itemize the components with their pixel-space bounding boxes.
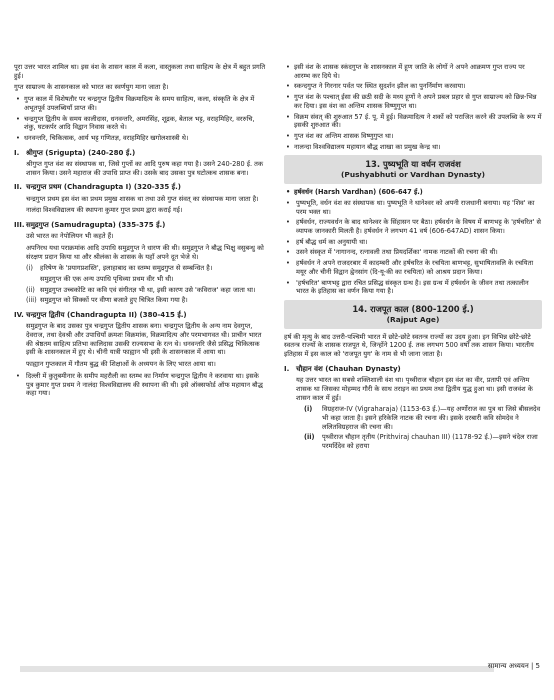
list-item: • विक्रम संवत् की शुरुआत 57 ई. पू. में हुई। विक्रमादित्य ने शकों को पराजित करने की उपलब्धि के रूप में इसकी शुरुआत की। <box>284 113 542 130</box>
chandragupta-1-text: चन्द्रगुप्त प्रथम इस वंश का प्रथम प्रमुख शासक था तथा उसे गुप्त संवत् का संस्थापक माना जाता है। <box>26 194 259 203</box>
section-heading-chauhan: I. चौहान वंश (Chauhan Dynasty) <box>284 364 401 373</box>
list-item: (iii) समुद्रगुप्त को सिक्कों पर वीणा बजाते हुए चित्रित किया गया है। <box>26 296 188 305</box>
list-item: • धनवन्तरि, चिकित्सक, आर्य भट्ट गणितज्ञ, वराहमिहिर खगोलशास्त्री थे। <box>14 134 266 143</box>
list-item: • हर्ष बौद्ध धर्म का अनुयायी था। <box>284 238 542 247</box>
srigupta-text: श्रीगुप्त गुप्त वंश का संस्थापक था, जिसे गुप्तों का आदि पुरुष कहा गया है। उसने 240-280 ई. तक शासन किया। उसने महाराज की उपाधि प्राप्त की। उसके बाद उसका पुत्र घटोत्कच शासक बना। <box>26 159 264 177</box>
page-footer <box>0 662 554 676</box>
golden-age-text: गुप्त साम्राज्य के शासनकाल को भारत का स्वर्णयुग माना जाता है। <box>14 83 169 92</box>
section-heading-chandragupta-2: IV. चन्द्रगुप्त द्वितीय (Chandragupta II) (380-415 ई.) <box>14 311 187 320</box>
footer-label: सामान्य अध्ययन | 5 <box>487 662 540 670</box>
list-item: (ii) समुद्रगुप्त उच्चकोटि का कवि एवं संगीतज्ञ भी था, इसी कारण उसे 'कविराज' कहा जाता था। <box>26 285 256 294</box>
list-item: • चन्द्रगुप्त द्वितीय के समय कालीदास, धनवन्तरि, अमरसिंह, शूद्रक, बेताल भट्ट, वराहमिहिर, वररुचि, शंकु, घटकर्पर आदि विद्वान निवास करते थे। <box>14 115 266 132</box>
list-item: • उसने संस्कृत में 'नागानन्द, रत्नावली तथा प्रियदर्शिका' नामक नाटकों की रचना की थी। <box>284 248 542 257</box>
rajput-text: हर्ष की मृत्यु के बाद उत्तरी-पश्चिमी भारत में छोटे-छोटे स्वतन्त्र राज्यों का उदय हुआ। इन विभिन्न छोटे-छोटे स्वतन्त्र राज्यों के शासक राजपूत थे, जिन्होंने 1200 ई. तक लगभग 500 वर्षों तक शासन किया। भारतीय इतिहास में इस काल को 'राजपूत युग' के नाम से भी जाना जाता है। <box>284 332 534 359</box>
list-item: (i) विग्रहराज-IV (Vigraharaja) (1153-63 ई.)—यह अर्णोराज का पुत्र था जिसे बीसलदेव भी कहा जाता है। इसने हरिकेलि नाटक की रचना की। इसके दरबारी कवि सोमदेव ने ललितविग्रहराज की रचना की। <box>304 405 541 431</box>
section-heading-samudragupta: III. समुद्रगुप्त (Samudragupta) (335-375 ई.) <box>14 220 166 229</box>
samudragupta-subtitle: उसे भारत का नेपोलियन भी कहते हैं। <box>26 232 114 241</box>
fahien-text: फाह्यान गुप्तकाल में गौतम बुद्ध की शिक्षाओं के अध्ययन के लिए भारत आया था। <box>26 360 216 369</box>
list-item: • पुष्यभूति, वर्धन वंश का संस्थापक था। पुष्यभूति ने थानेश्वर को अपनी राजधानी बनाया। यह 'शिव' का परम भक्त था। <box>284 199 542 216</box>
list-item: • हर्षवर्धन, राज्यवर्धन के बाद थानेश्वर के सिंहासन पर बैठा। हर्षवर्धन के विषय में बाणभट्ट के 'हर्षचरित' से व्यापक जानकारी मिलती है। हर्षवर्धन ने लगभग 41 वर्ष (606-647AD) शासन किया। <box>284 218 542 235</box>
left-column <box>14 63 266 400</box>
harshvardhan-heading: • हर्षवर्धन (Harsh Vardhan) (606-647 ई.) <box>284 188 542 197</box>
chauhan-text: यह उत्तर भारत का सबसे शक्तिशाली वंश था। पृथ्वीराज चौहान इस वंश का वीर, प्रतापी एवं अन्तिम शासक था जिसका मोहम्मद गौरी के साथ तराइन का प्रथम तथा द्वितीय युद्ध हुआ था। इसी राजवंश के शासन काल में हुई। <box>296 376 533 402</box>
list-item: (ii) पृथ्वीराज चौहान तृतीय (Prithviraj chauhan III) (1178-92 ई.)—इसने चंदेल राजा परमर्दिदेव को हराया <box>304 433 538 451</box>
samudragupta-text: अपनिरथ यथा पराक्रमांक आदि उपाधि समुद्रगुप्त ने धारण की थी। समुद्रगुप्त ने बौद्ध भिक्षु वसुबन्धु को संरक्षण प्रदान किया था और श्रीलंका के शासक के यहाँ अपने दूत भेजे थे। <box>26 243 264 261</box>
section-heading-chandragupta-1: II. चन्द्रगुप्त प्रथम (Chandragupta I) (320-335 ई.) <box>14 183 181 192</box>
footer-bar <box>20 666 494 672</box>
intro-paragraph: पूरा उत्तर भारत शामिल था। इस वंश के शासन काल में कला, वास्तुकला तथा साहित्य के क्षेत्र में बहुत प्रगति हुई। <box>14 63 266 80</box>
list-item: • हर्षवर्धन ने अपने राजदरबार में कादम्बरी और हर्षचरित के रचयिता बाणभट्ट, सुभाषितावलि के रचयिता मयूर और चीनी विद्वान ह्वेनसांग (दि-यू-की का रचयिता) को आश्रय प्रदान किया। <box>284 259 542 276</box>
list-item: • स्कन्दगुप्त ने गिरनार पर्वत पर स्थित सुदर्शन झील का पुनर्निर्माण करवाया। <box>284 82 542 91</box>
section-box-pushyabhuti <box>284 155 542 184</box>
section-title: 14. राजपूत काल (800-1200 ई.) <box>352 303 474 314</box>
list-item: • नालन्दा विश्वविद्यालय महायान बौद्ध शाखा का प्रमुख केन्द्र था। <box>284 143 542 152</box>
list-item: (i) हरिषेण के 'प्रयागप्रशस्ति', इलाहाबाद का स्तम्भ समुद्रगुप्त से सम्बन्धित है। <box>26 264 213 273</box>
list-item: • गुप्त वंश के पश्चात् ईसा की छठी सदी के मध्य हूणों ने अपने प्रबल प्रहार से गुप्त साम्राज्य को छिन्न-भिन्न कर दिया। इस वंश का अन्तिम शासक विष्णुगुप्त था। <box>284 93 542 110</box>
section-title: 13. पुष्यभूति या वर्धन राजवंश <box>365 159 461 170</box>
section-subtitle: (Pushyabhuti or Vardhan Dynasty) <box>341 170 485 180</box>
list-item: • दिल्ली में कुतुबमीनार के समीप महरौली का स्तम्भ का निर्माण चन्द्रगुप्त द्वितीय ने करवाया था। इसके पुत्र कुमार गुप्त प्रथम ने नालंदा विश्वविद्यालय की स्थापना की थी। इसे ऑक्सफोर्ड ऑफ महायान बौद्ध कहा गया। <box>14 372 266 398</box>
list-item: • गुप्त वंश का अन्तिम शासक विष्णुगुप्त था। <box>284 132 542 141</box>
page-content <box>14 63 542 653</box>
section-box-rajput <box>284 300 542 329</box>
section-heading-srigupta: I. श्रीगुप्त (Srigupta) (240-280 ई.) <box>14 148 136 157</box>
chandragupta-2-text: समुद्रगुप्त के बाद उसका पुत्र चन्द्रगुप्त द्वितीय शासक बना। चन्द्रगुप्त द्वितीय के अन्य नाम देवगुप्त, देवराज, तथा देवश्री और उपाधियाँ क्रमशः विक्रमांक, विक्रमादित्य और परमभागवत थी। प्राचीन भारत की श्रेष्ठतम साहित्य प्रतिभा कालिदास उसकी राज्यसभा के रत्न थे। धनवन्तरि जैसे प्रसिद्ध चिकित्सक इसी के शासनकाल में हुए थे। चीनी यात्री फाह्यान भी इसी के शासनकाल में आया था। <box>26 322 262 357</box>
nalanda-text: नालंदा विश्वविद्यालय की स्थापना कुमार गुप्त प्रथम द्वारा कराई गई। <box>26 206 183 215</box>
list-item: • 'हर्षचरित' बाणभट्ट द्वारा रचित प्रसिद्ध संस्कृत ग्रन्थ है। इस ग्रन्थ में हर्षवर्धन के जीवन तथा तत्कालीन भारत के इतिहास का वर्णन किया गया है। <box>284 279 542 296</box>
list-item: • गुप्त काल में विशेषतौर पर चन्द्रगुप्त द्वितीय विक्रमादित्य के समय साहित्य, कला, संस्कृति के क्षेत्र में अभूतपूर्व उपलब्धियाँ प्राप्त की। <box>14 95 266 112</box>
list-item: समुद्रगुप्त की एक अन्य उपाधि पृथिव्या प्रथम वीर भी थी। <box>40 274 174 283</box>
list-item: • इसी वंश के शासक स्कंदगुप्त के शासनकाल में हूण जाति के लोगों ने अपने आक्रमण गुप्त राज्य पर आरम्भ कर दिये थे। <box>284 63 542 80</box>
right-column <box>284 63 542 453</box>
section-subtitle: (Rajput Age) <box>386 315 440 325</box>
